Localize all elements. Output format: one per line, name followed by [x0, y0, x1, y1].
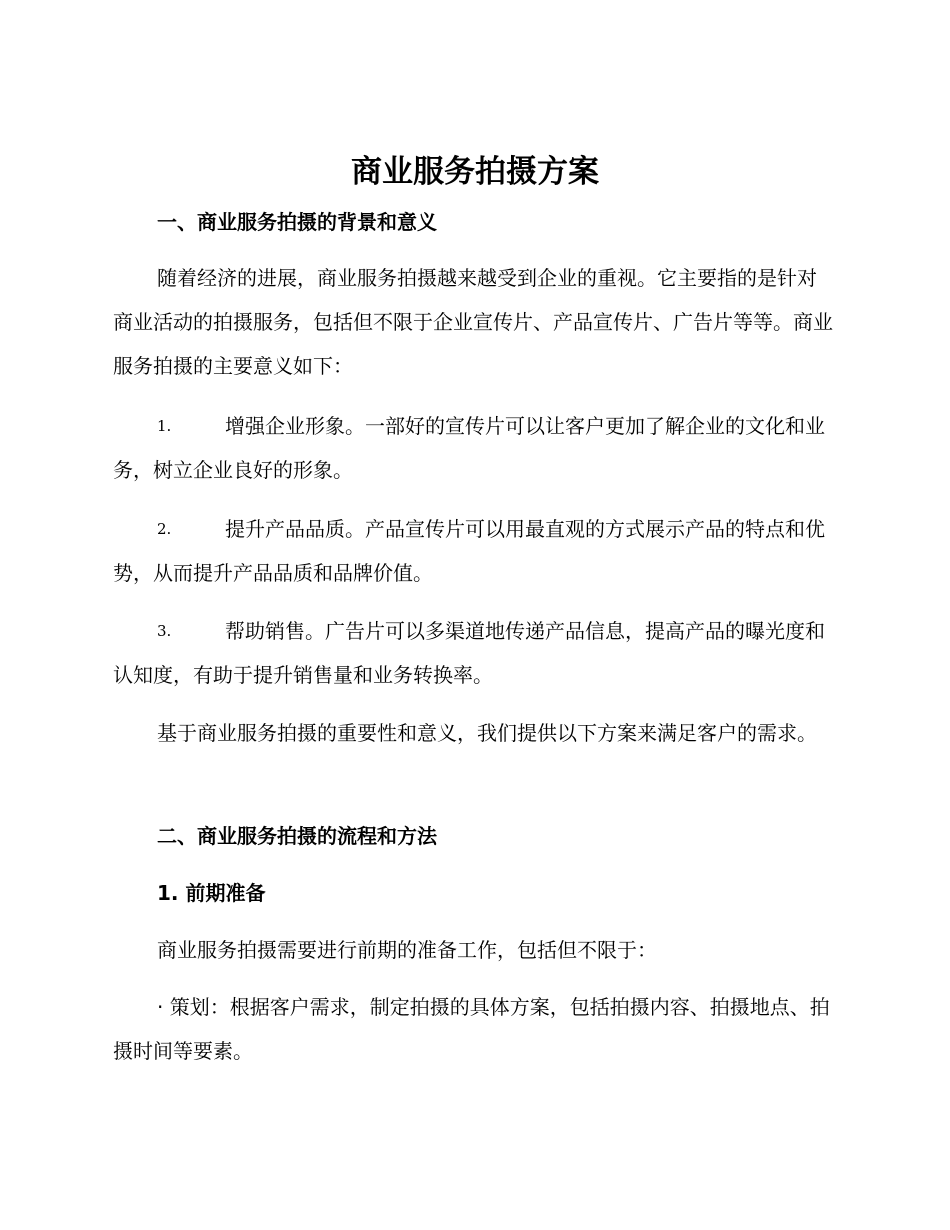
section-2-subheading: 1. 前期准备	[157, 881, 266, 905]
section-1-conclusion: 基于商业服务拍摄的重要性和意义，我们提供以下方案来满足客户的需求。	[157, 721, 817, 745]
list-item-1	[113, 404, 833, 492]
bullet-item-planning: · 策划：根据客户需求，制定拍摄的具体方案，包括拍摄内容、拍摄地点、拍摄时间等要素。	[113, 995, 830, 1063]
list-number: 1.	[157, 417, 172, 435]
section-1-intro: 随着经济的进展，商业服务拍摄越来越受到企业的重视。它主要指的是针对商业活动的拍摄服务，包括但不限于企业宣传片、产品宣传片、广告片等等。商业服务拍摄的主要意义如下：	[113, 266, 833, 378]
section-2-intro: 商业服务拍摄需要进行前期的准备工作，包括但不限于：	[157, 938, 657, 962]
list-text: 增强企业形象。一部好的宣传片可以让客户更加了解企业的文化和业务，树立企业良好的形象。	[113, 414, 825, 482]
list-text: 提升产品品质。产品宣传片可以用最直观的方式展示产品的特点和优势，从而提升产品品质和品牌价值。	[113, 517, 825, 585]
section-2-heading: 二、商业服务拍摄的流程和方法	[157, 824, 437, 848]
section-1-heading: 一、商业服务拍摄的背景和意义	[157, 210, 437, 234]
list-number: 2.	[157, 520, 172, 538]
list-number: 3.	[157, 622, 172, 640]
list-text: 帮助销售。广告片可以多渠道地传递产品信息，提高产品的曝光度和认知度，有助于提升销售量和业务转换率。	[113, 619, 825, 687]
list-item-3	[113, 609, 833, 697]
document-title: 商业服务拍摄方案	[351, 154, 599, 190]
list-item-2	[113, 507, 833, 595]
